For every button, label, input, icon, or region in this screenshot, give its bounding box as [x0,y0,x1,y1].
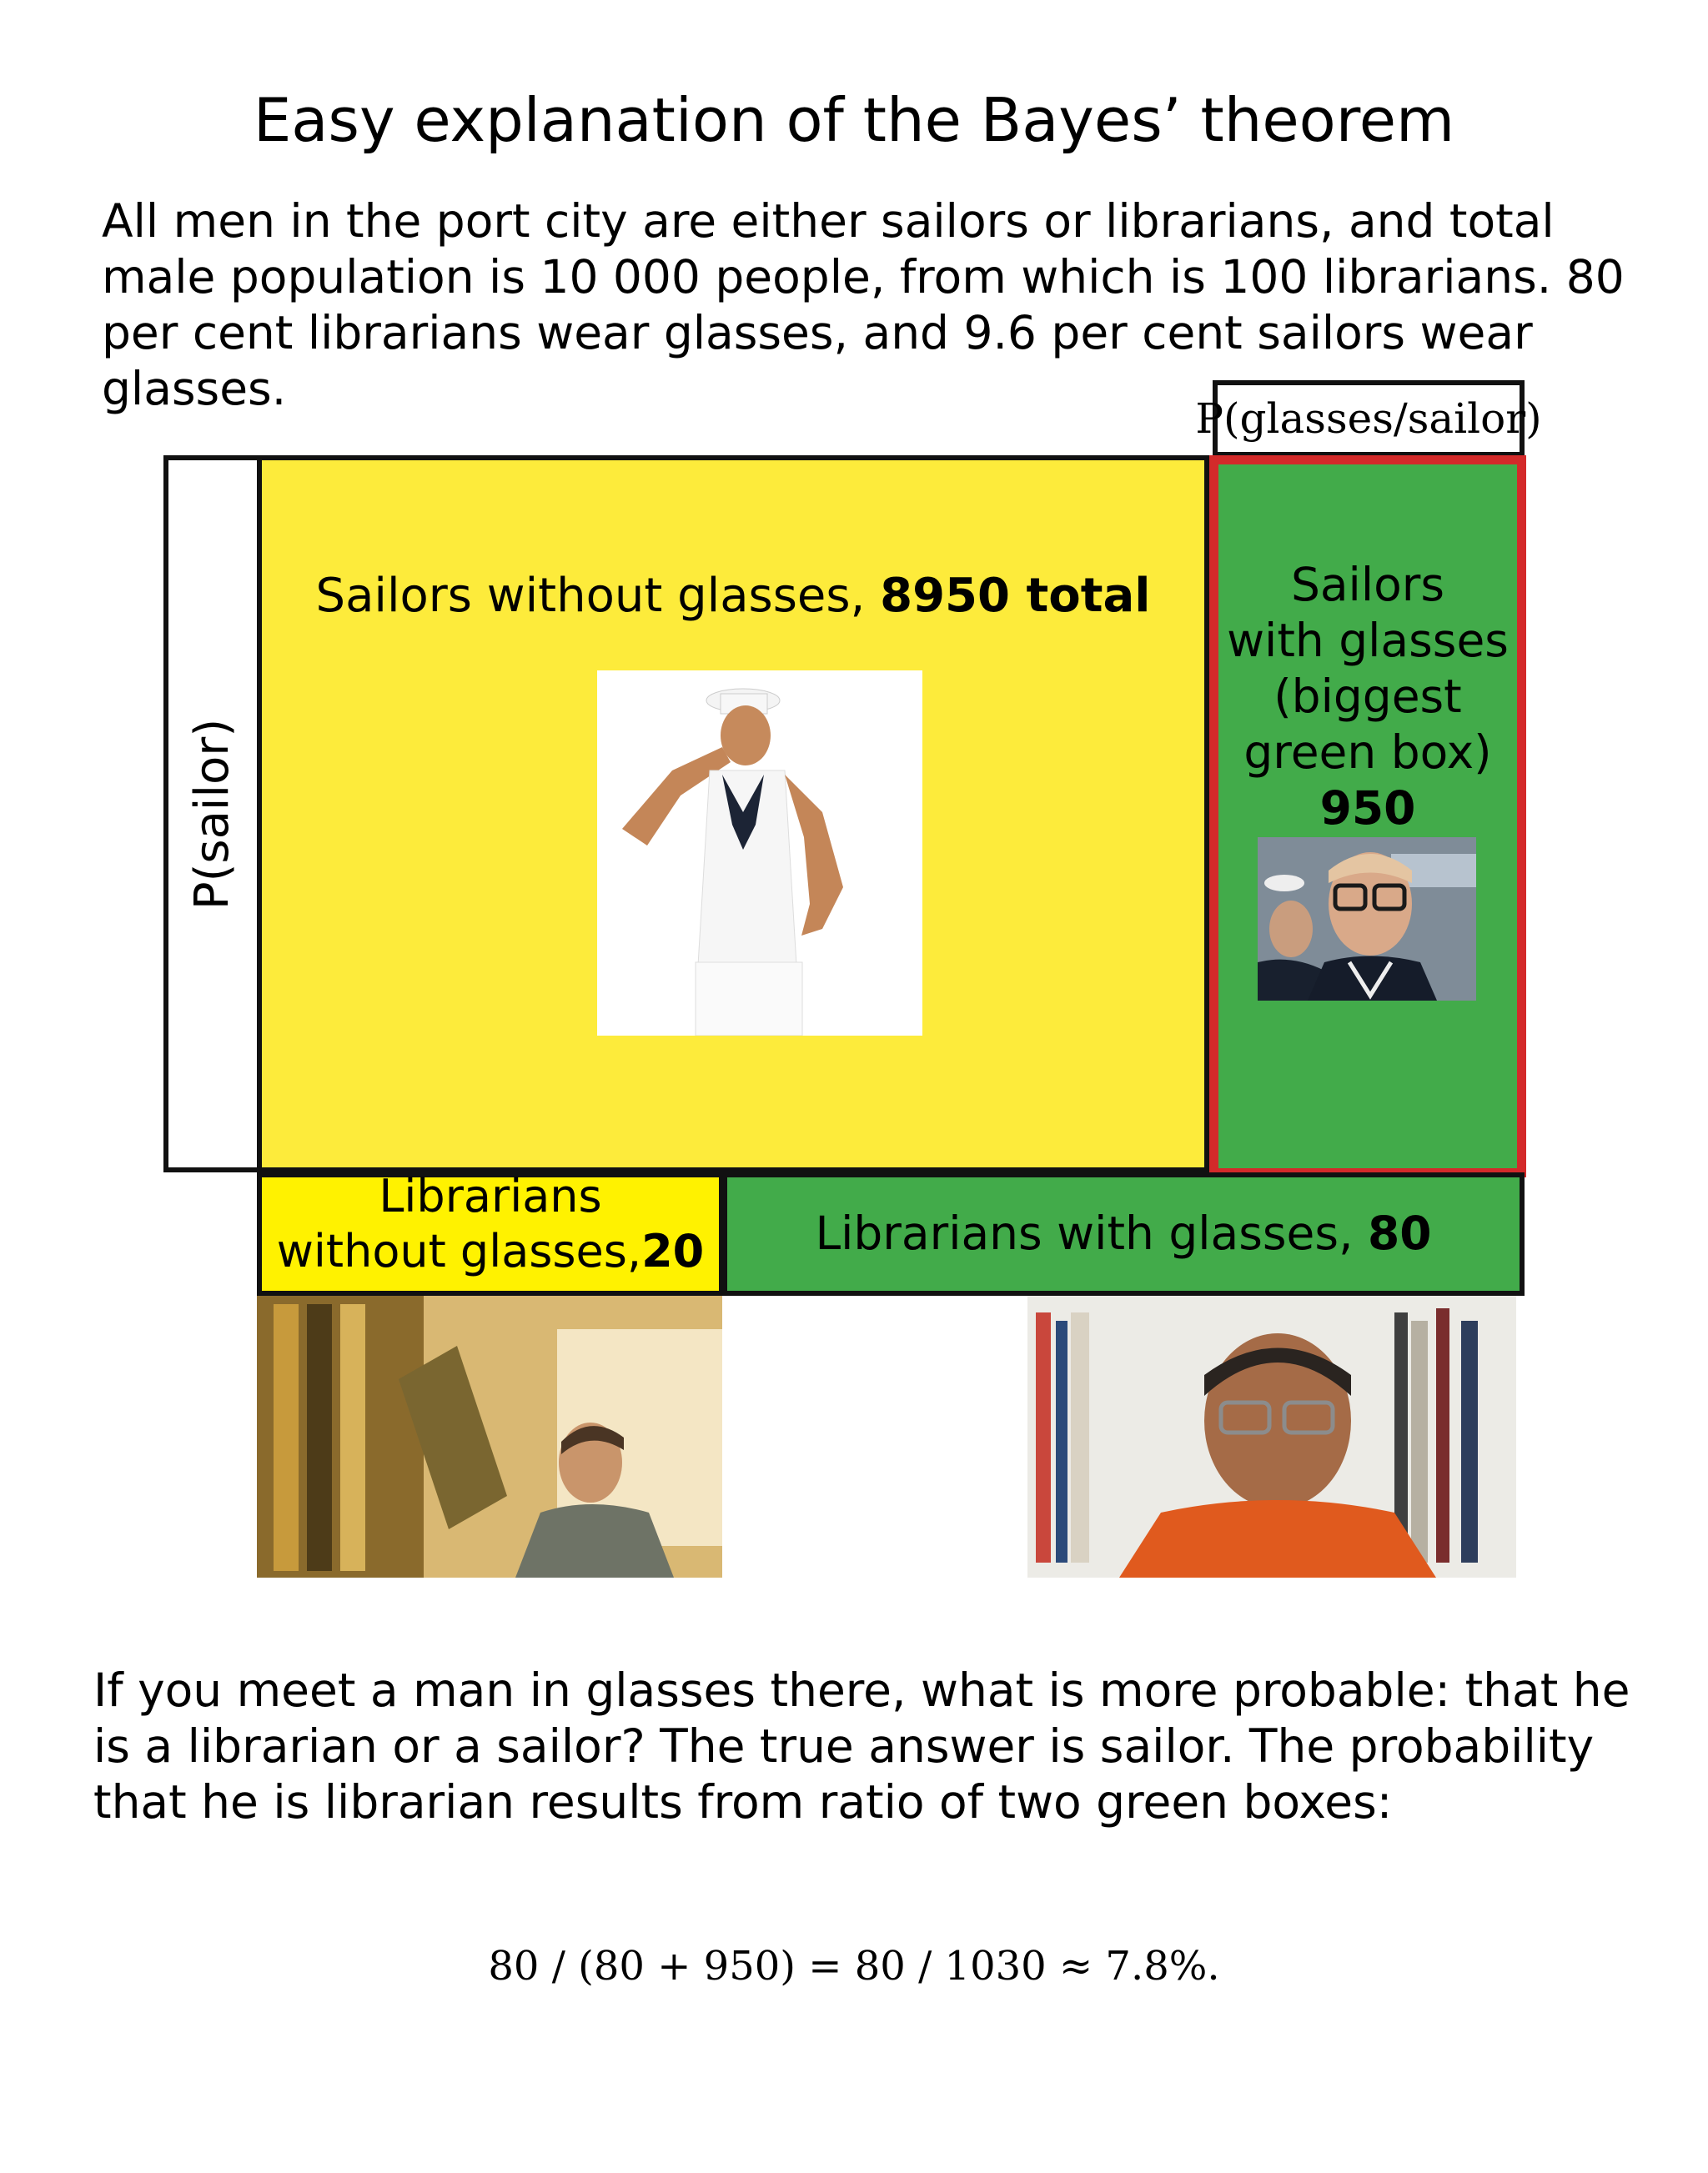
sailors-with-glasses-line-2: with glasses [1227,614,1509,667]
sailors-without-glasses-label [257,567,1209,625]
librarians-without-glasses-label [257,1169,724,1279]
sailors-without-glasses-text: Sailors without glasses, [315,569,881,623]
problem-statement: All men in the port city are either sailors or librarians, and total male population is 10 000 people, from which is 100 librarians. 80 per cent librarians wear glasses, and 9.6 per cent sailors wear glasses. [102,194,1625,415]
librarians-without-glasses-count: 20 [641,1225,705,1277]
librarian-with-glasses-photo [1027,1296,1516,1578]
probability-formula: 80 / (80 + 950) = 80 / 1030 ≈ 7.8%. [488,1943,1220,1990]
librarian-without-glasses-photo [257,1296,722,1578]
sailors-without-glasses-count: 8950 total [880,569,1151,623]
p-sailor-label-wrapper [163,455,262,1172]
librarians-with-glasses-count: 80 [1368,1207,1432,1260]
librarians-without-glasses-line-1: Librarians [379,1170,602,1222]
sailors-with-glasses-line-3: (biggest [1273,670,1462,723]
sailor-with-glasses-photo [1258,837,1476,1001]
sailors-with-glasses-line-4: green box) [1243,725,1492,779]
sailors-with-glasses-label [1209,557,1526,836]
librarians-with-glasses-text: Librarians with glasses, [815,1207,1369,1260]
p-sailor-label: P(sailor) [185,718,240,910]
librarians-with-glasses-label [722,1204,1525,1262]
sailors-with-glasses-count: 950 [1319,781,1416,835]
sailors-with-glasses-line-1: Sailors [1290,558,1445,611]
p-glasses-given-sailor-label: P(glasses/sailor) [1213,380,1525,457]
question-text: If you meet a man in glasses there, what is more probable: that he is a librarian or a sailor? The true answer is sailor. The probability that he is librarian results from ratio of two green boxes: [93,1664,1630,1829]
page-title: Easy explanation of the Bayes’ theorem [253,85,1455,155]
librarians-without-glasses-line-2: without glasses, [276,1225,642,1277]
saluting-sailor-photo [597,670,922,1036]
